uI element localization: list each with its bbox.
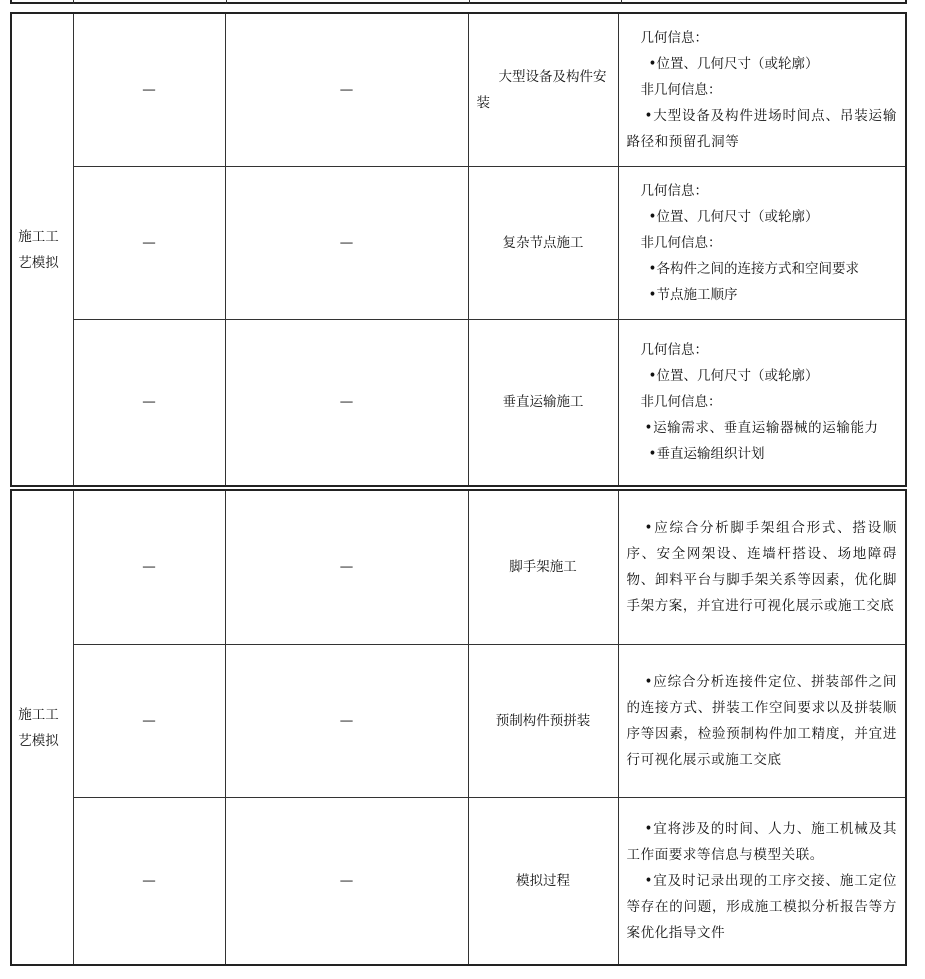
dash-mark: — — [142, 81, 156, 98]
desc-paragraph: •宜及时记录出现的工序交接、施工定位等存在的问题，形成施工模拟分析报告等方案优化指导文件 — [626, 872, 897, 941]
desc-line: •位置、几何尺寸（或轮廓） — [648, 55, 819, 72]
dash-mark: — — [339, 872, 354, 889]
dash-mark: — — [339, 712, 354, 729]
item-cell — [468, 319, 618, 486]
desc-paragraph: •应综合分析连接件定位、拼装部件之间的连接方式、拼装工作空间要求以及拼装顺序等因素，检验预制构件加工精度，并宜进行可视化展示或施工交底 — [626, 673, 897, 768]
desc-line: •运输需求、垂直运输器械的运输能力 — [644, 420, 879, 437]
desc-line: •节点施工顺序 — [648, 286, 738, 303]
item-label: 大型设备及构件安装 — [476, 68, 607, 111]
desc-cell — [618, 797, 906, 965]
column-b-cell — [225, 13, 468, 166]
desc-line: 几何信息： — [640, 342, 708, 359]
table-row — [11, 490, 906, 644]
desc-line: 非几何信息： — [640, 81, 722, 98]
column-b-cell — [225, 490, 468, 644]
desc-cell — [618, 13, 906, 166]
previous-table-edge — [10, 0, 907, 4]
desc-line: •位置、几何尺寸（或轮廓） — [648, 368, 819, 385]
column-a-cell — [73, 644, 225, 797]
item-cell — [468, 13, 618, 166]
category-cell — [11, 13, 73, 486]
desc-line: 几何信息： — [640, 29, 708, 46]
item-label: 垂直运输施工 — [502, 394, 584, 411]
process-simulation-table-2 — [10, 489, 907, 966]
column-a-cell — [73, 319, 225, 486]
desc-cell — [618, 490, 906, 644]
item-cell — [468, 490, 618, 644]
category-cell — [11, 490, 73, 965]
table-row — [11, 13, 906, 166]
table-row — [11, 644, 906, 797]
column-a-cell — [73, 13, 225, 166]
column-b-cell — [225, 797, 468, 965]
dash-mark: — — [339, 81, 354, 98]
item-label: 复杂节点施工 — [502, 234, 584, 251]
desc-line: 非几何信息： — [640, 234, 722, 251]
desc-line: •各构件之间的连接方式和空间要求 — [648, 260, 859, 277]
desc-cell — [618, 166, 906, 319]
column-a-cell — [73, 490, 225, 644]
strip-divider — [621, 0, 622, 4]
item-cell — [468, 797, 618, 965]
process-simulation-table-1 — [10, 12, 907, 487]
item-cell — [468, 644, 618, 797]
column-a-cell — [73, 166, 225, 319]
category-label: 施工工艺模拟 — [18, 228, 59, 271]
dash-mark: — — [339, 394, 354, 411]
desc-line: 非几何信息： — [640, 394, 722, 411]
item-label: 模拟过程 — [516, 872, 570, 889]
desc-line: 几何信息： — [640, 182, 708, 199]
dash-mark: — — [142, 872, 156, 889]
dash-mark: — — [339, 559, 354, 576]
desc-line: •垂直运输组织计划 — [648, 446, 765, 463]
item-label: 脚手架施工 — [509, 559, 577, 576]
item-cell — [468, 166, 618, 319]
item-label: 预制构件预拼装 — [495, 712, 591, 729]
dash-mark: — — [142, 234, 156, 251]
desc-line: •大型设备及构件进场时间点、吊装运输路径和预留孔洞等 — [626, 107, 897, 150]
table-row — [11, 166, 906, 319]
desc-cell — [618, 319, 906, 486]
strip-divider — [226, 0, 227, 4]
table-row — [11, 319, 906, 486]
dash-mark: — — [142, 712, 156, 729]
desc-paragraph: •应综合分析脚手架组合形式、搭设顺序、安全网架设、连墙杆搭设、场地障碍物、卸料平台与脚手架关系等因素，优化脚手架方案，并宜进行可视化展示或施工交底 — [626, 520, 897, 615]
dash-mark: — — [339, 234, 354, 251]
table-row — [11, 797, 906, 965]
dash-mark: — — [142, 394, 156, 411]
column-a-cell — [73, 797, 225, 965]
desc-line: •位置、几何尺寸（或轮廓） — [648, 208, 819, 225]
desc-paragraph: •宜将涉及的时间、人力、施工机械及其工作面要求等信息与模型关联。 — [626, 820, 897, 863]
column-b-cell — [225, 166, 468, 319]
strip-divider — [469, 0, 470, 4]
column-b-cell — [225, 319, 468, 486]
dash-mark: — — [142, 559, 156, 576]
column-b-cell — [225, 644, 468, 797]
strip-divider — [73, 0, 74, 4]
desc-cell — [618, 644, 906, 797]
category-label: 施工工艺模拟 — [18, 706, 59, 749]
